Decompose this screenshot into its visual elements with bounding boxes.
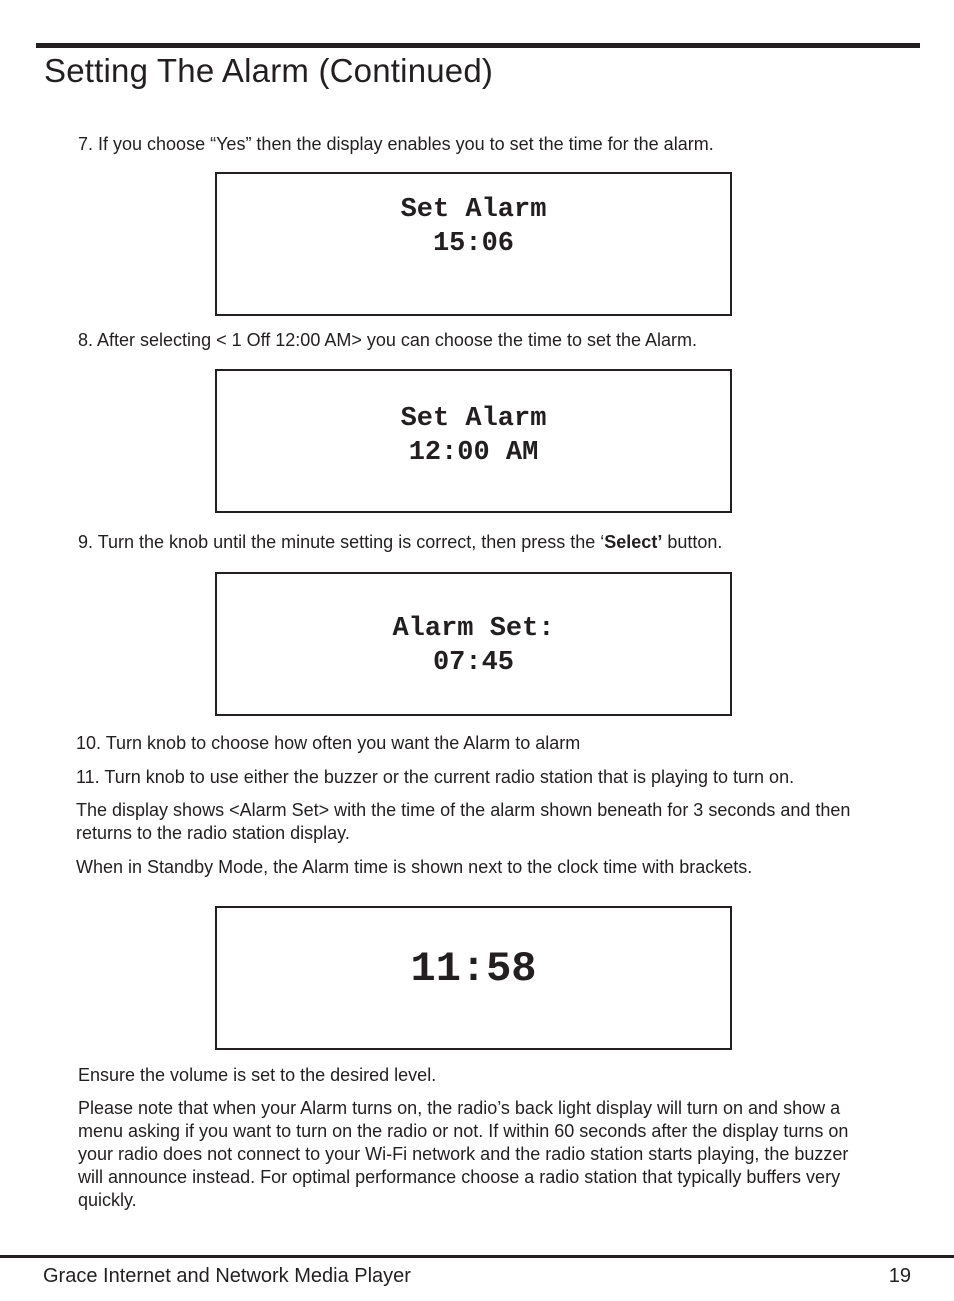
footer-product-name: Grace Internet and Network Media Player: [43, 1265, 411, 1287]
lcd-display-clock-1158: [215, 906, 732, 1050]
bottom-rule: [0, 1255, 954, 1258]
lcd-display-set-alarm-1506: [215, 172, 732, 316]
alarm-behavior-note: Please note that when your Alarm turns on, the radio’s back light display will turn on and show a menu asking if you want to turn on the radio or not. If within 60 seconds after the display turns on your radio does not connect to your Wi-Fi network and the radio station starts playing, the buzzer will announce instead. For optimal performance choose a radio station that typically buffers very quickly.: [78, 1098, 849, 1210]
step-8: 8. After selecting < 1 Off 12:00 AM> you can choose the time to set the Alarm.: [78, 330, 698, 350]
standby-note: When in Standby Mode, the Alarm time is shown next to the clock time with brackets.: [76, 857, 753, 877]
step-7: 7. If you choose “Yes” then the display enables you to set the time for the alarm.: [78, 134, 714, 154]
select-button-label: Select’: [604, 532, 663, 552]
step-11: 11. Turn knob to use either the buzzer or the current radio station that is playing to turn on.: [76, 767, 795, 787]
lcd-display-alarm-set-0745: [215, 572, 732, 716]
step-9-prefix: 9. Turn the knob until the minute setting is correct, then press the ‘: [78, 532, 605, 552]
step-10: 10. Turn knob to choose how often you want the Alarm to alarm: [76, 733, 581, 753]
lcd-line-1: Set Alarm: [400, 195, 547, 225]
step-9-suffix: button.: [662, 532, 723, 552]
lcd-clock-time: 11:58: [410, 945, 537, 993]
volume-note: Ensure the volume is set to the desired level.: [78, 1065, 437, 1085]
lcd-line-1: Alarm Set:: [392, 614, 555, 644]
page-number: 19: [888, 1265, 911, 1287]
lcd-line-2: 07:45: [432, 648, 514, 678]
lcd-line-2: 15:06: [432, 229, 514, 259]
page-title: Setting The Alarm (Continued): [44, 52, 494, 89]
step-9: [78, 531, 722, 554]
lcd-line-1: Set Alarm: [400, 404, 547, 434]
lcd-line-2: 12:00 AM: [408, 438, 539, 468]
top-rule: [36, 43, 920, 48]
display-shows-note: The display shows <Alarm Set> with the time of the alarm shown beneath for 3 seconds and then returns to the radio station display.: [76, 800, 851, 843]
lcd-display-set-alarm-1200: [215, 369, 732, 513]
